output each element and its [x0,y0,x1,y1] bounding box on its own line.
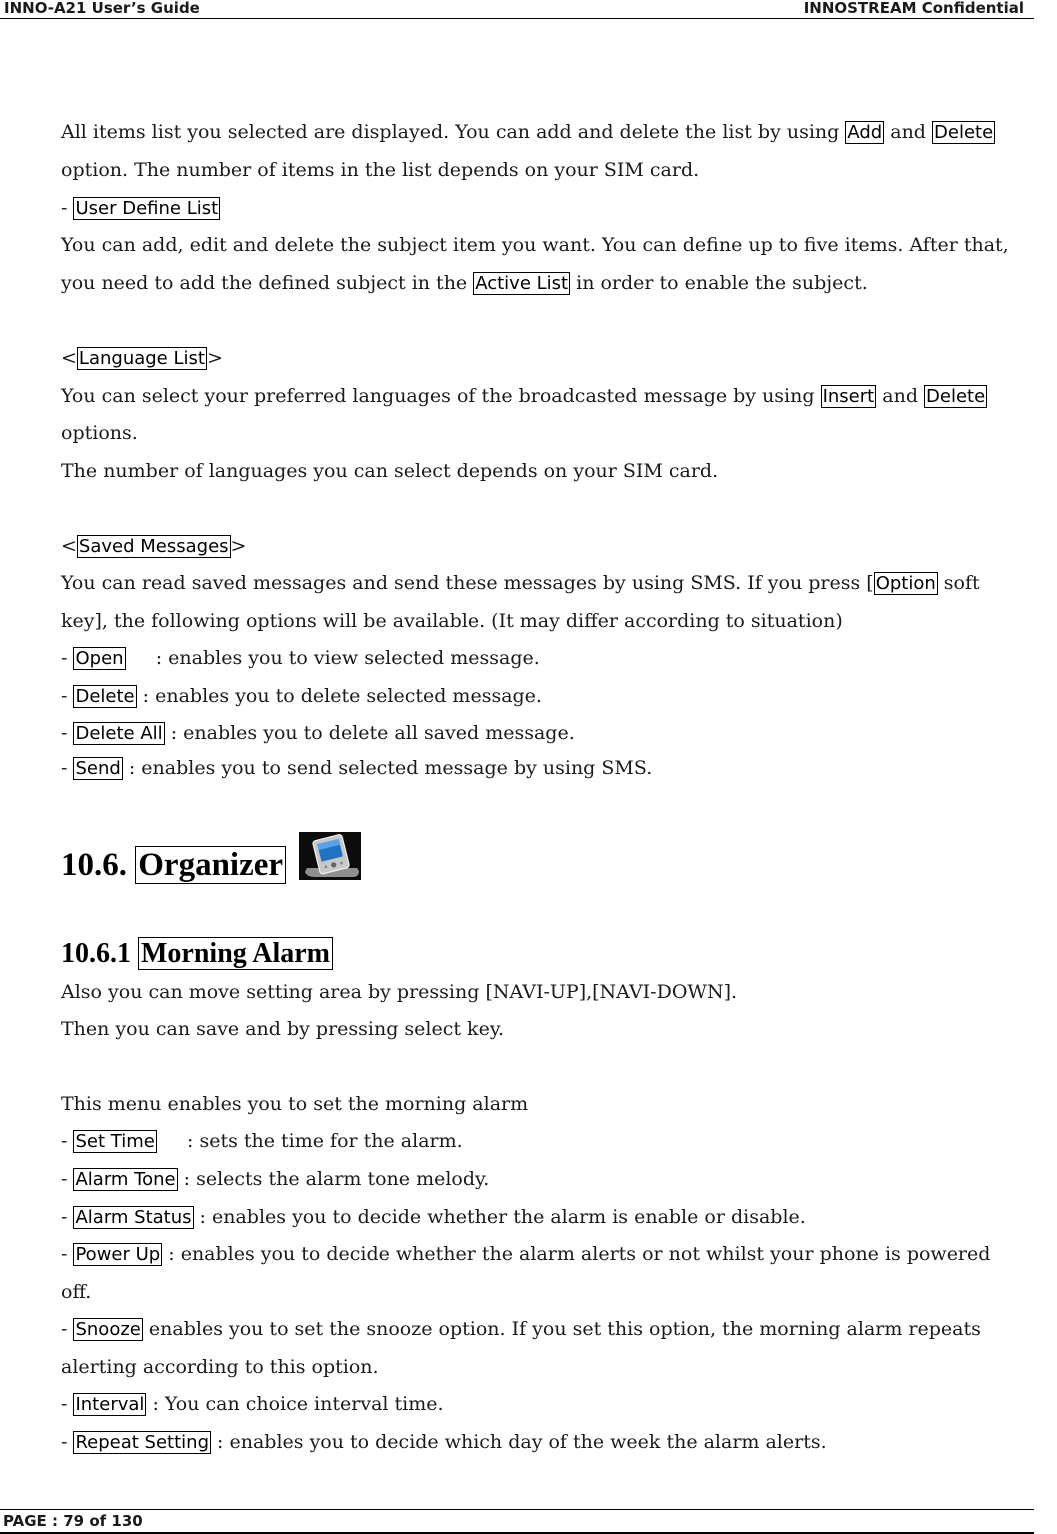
language-line2: options. [61,422,138,444]
language-list-heading [61,346,223,371]
alarm-option-interval [61,1392,444,1417]
text: : selects the alarm tone melody. [177,1168,490,1190]
text: soft [937,572,980,594]
term-snooze: Snooze [75,1319,141,1340]
saved-option-send [61,756,652,781]
text: You can read saved messages and send these messages by using SMS. If you press [ [61,572,874,594]
dash: - [61,1168,74,1190]
term-option: Option [875,573,936,594]
term-insert: Insert [822,386,875,407]
saved-line2: key], the following options will be available. (It may differ according to situation) [61,610,843,632]
text: : enables you to delete selected message. [136,685,542,707]
text: All items list you selected are displayed. You can add and delete the list by using [61,121,846,143]
alarm-option-alarm-tone [61,1167,489,1192]
saved-messages-heading [61,534,246,559]
term-language-list: Language List [78,348,205,369]
alarm-snooze-cont: alerting according to this option. [61,1356,379,1378]
text: and [884,121,933,143]
saved-option-delete [61,684,542,709]
saved-option-delete-all [61,721,575,746]
term-interval: Interval [75,1394,145,1415]
section-heading-organizer [61,845,286,885]
bracket: < [61,535,77,557]
text: : enables you to decide whether the alarm alerts or not whilst your phone is powered [162,1243,991,1265]
page-footer [0,1509,1034,1534]
text: : You can choice interval time. [146,1393,444,1415]
term-add: Add [847,122,883,143]
alarm-option-alarm-status [61,1205,806,1230]
header-confidential: INNOSTREAM Confidential [803,0,1024,17]
alarm-option-power-up [61,1242,990,1267]
language-line1 [61,384,987,409]
term-repeat-setting: Repeat Setting [75,1432,210,1453]
term-delete: Delete [934,122,994,143]
section-title-organizer: Organizer [135,846,286,884]
term-delete-all: Delete All [75,723,163,744]
para1-line4: You can add, edit and delete the subject item you want. You can define up to five items. After that, [61,234,1009,256]
dash: - [61,1393,74,1415]
dash: - [61,647,74,669]
dash: - [61,197,74,219]
bracket: > [230,535,247,557]
term-send: Send [75,758,121,779]
alarm-line2: Then you can save and by pressing select key. [61,1018,505,1040]
language-line3: The number of languages you can select depends on your SIM card. [61,460,719,482]
term-user-define-list: User Define List [75,198,219,219]
text: : enables you to decide whether the alarm is enable or disable. [193,1206,806,1228]
section-heading-morning-alarm [61,937,333,971]
alarm-line1: Also you can move setting area by pressing [NAVI-UP],[NAVI-DOWN]. [61,981,738,1003]
term-alarm-tone: Alarm Tone [75,1169,176,1190]
text: : sets the time for the alarm. [156,1130,463,1152]
page-number: PAGE : 79 of 130 [3,1512,143,1530]
term-delete: Delete [75,686,135,707]
section-number: 10.6.1 [61,938,138,969]
text: : enables you to delete all saved message. [164,722,575,744]
section-title-morning-alarm: Morning Alarm [138,937,333,970]
text: you need to add the defined subject in the [61,272,474,294]
term-alarm-status: Alarm Status [75,1207,192,1228]
alarm-option-repeat-setting [61,1430,827,1455]
term-delete: Delete [926,386,986,407]
para1-line5 [61,271,868,296]
text: in order to enable the subject. [570,272,868,294]
text: enables you to set the snooze option. If you set this option, the morning alarm repeats [142,1318,981,1340]
pda-organizer-icon [299,832,361,880]
para1-line1 [61,120,995,145]
term-set-time: Set Time [75,1131,155,1152]
term-saved-messages: Saved Messages [78,536,229,557]
dash: - [61,685,74,707]
term-active-list: Active List [475,273,569,294]
dash: - [61,757,74,779]
saved-option-open [61,646,540,671]
alarm-line3: This menu enables you to set the morning alarm [61,1093,529,1115]
alarm-option-snooze [61,1317,981,1342]
dash: - [61,1318,74,1340]
dash: - [61,722,74,744]
alarm-option-set-time [61,1129,463,1154]
dash: - [61,1130,74,1152]
section-number: 10.6. [61,847,136,883]
page-header [0,0,1034,19]
dash: - [61,1206,74,1228]
text: : enables you to decide which day of the week the alarm alerts. [211,1431,827,1453]
term-open: Open [75,648,124,669]
bracket: < [61,347,77,369]
user-define-list-item [61,196,220,221]
dash: - [61,1243,74,1265]
text: : enables you to send selected message by using SMS. [122,757,653,779]
text: and [876,385,925,407]
alarm-power-up-cont: off. [61,1281,92,1303]
term-power-up: Power Up [75,1244,161,1265]
text: You can select your preferred languages of the broadcasted message by using [61,385,821,407]
para1-line2: option. The number of items in the list depends on your SIM card. [61,159,700,181]
dash: - [61,1431,74,1453]
saved-line1 [61,571,980,596]
text: : enables you to view selected message. [125,647,540,669]
bracket: > [206,347,223,369]
header-doc-title: INNO-A21 User’s Guide [4,0,200,17]
